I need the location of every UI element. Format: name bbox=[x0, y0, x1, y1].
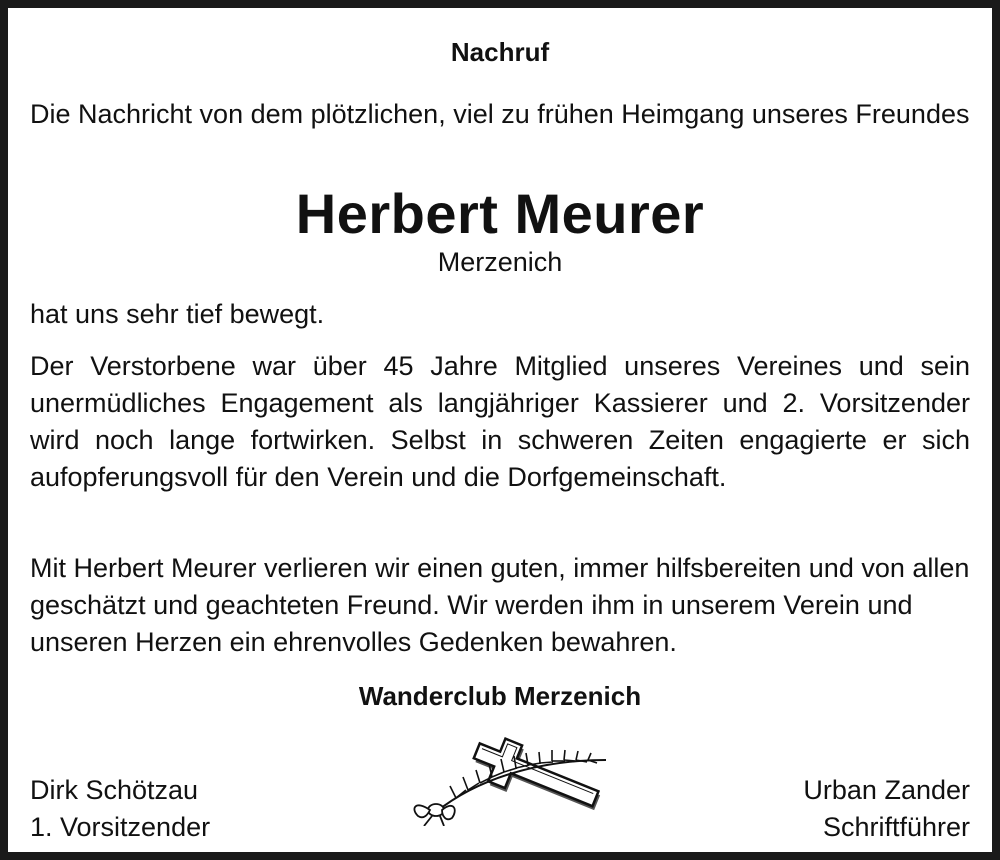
club-name: Wanderclub Merzenich bbox=[358, 681, 642, 711]
moved-text: hat uns sehr tief bewegt. bbox=[30, 299, 325, 329]
intro-text: Die Nachricht von dem plötzlichen, viel zu frühen Heimgang unseres Freundes bbox=[30, 99, 970, 129]
signature-left bbox=[30, 772, 210, 846]
deceased-name: Herbert Meurer bbox=[295, 182, 705, 245]
signature-right bbox=[803, 772, 970, 846]
notice-title: Nachruf bbox=[450, 37, 550, 67]
tribute-paragraph-2: Mit Herbert Meurer verlieren wir einen guten, immer hilfsbereiten und von allen geschätzt und geachteten Freund. Wir werden ihm in unserem Verein und unseren Herzen ein ehrenvolles Gedenken bewahren. bbox=[30, 553, 970, 657]
signature-left-role: 1. Vorsitzender bbox=[30, 812, 211, 842]
signature-right-role: Schriftführer bbox=[822, 812, 970, 842]
deceased-place: Merzenich bbox=[437, 247, 563, 277]
tribute-paragraph-1: Der Verstorbene war über 45 Jahre Mitglied unseres Vereines und sein unermüdliches Engagement als langjähriger Kassierer und 2. Vorsitzender wird noch lange fortwirken. Selbst in schweren Zeiten engagierte er sich aufopferungsvoll für den Verein und die Dorfgemeinschaft. bbox=[30, 351, 970, 492]
cross-with-palm-branch-icon bbox=[396, 730, 612, 826]
signature-left-name: Dirk Schötzau bbox=[30, 775, 199, 805]
signature-right-name: Urban Zander bbox=[803, 775, 970, 805]
